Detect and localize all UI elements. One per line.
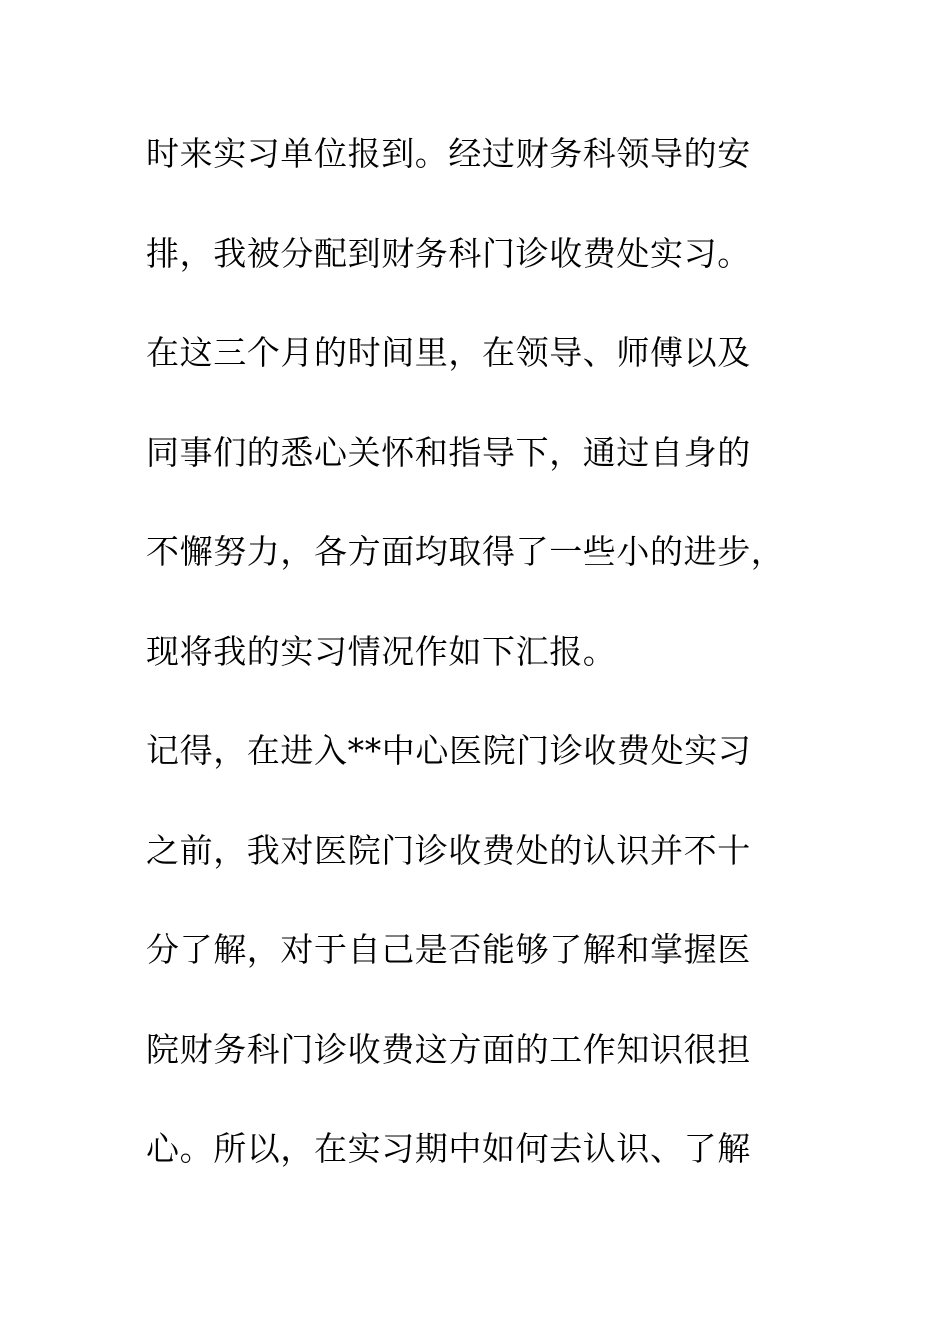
text-line-11: 心。所以，在实习期中如何去认识、了解 <box>146 1129 751 1168</box>
text-line-4: 同事们的悉心关怀和指导下，通过自身的 <box>146 432 751 472</box>
text-line-9: 分了解，对于自己是否能够了解和掌握医 <box>146 930 751 969</box>
body-text <box>146 129 826 1224</box>
text-line-10: 院财务科门诊收费这方面的工作知识很担 <box>146 1029 751 1069</box>
text-line-7: 记得，在进入**中心医院门诊收费处实习 <box>146 731 752 770</box>
text-line-1: 时来实习单位报到。经过财务科领导的安 <box>146 134 751 173</box>
text-line-3: 在这三个月的时间里，在领导、师傅以及 <box>146 333 751 372</box>
text-line-5: 不懈努力，各方面均取得了一些小的进步， <box>146 532 785 571</box>
text-line-8: 之前，我对医院门诊收费处的认识并不十 <box>146 830 751 870</box>
text-line-6: 现将我的实习情况作如下汇报。 <box>146 631 617 671</box>
text-line-2: 排，我被分配到财务科门诊收费处实习。 <box>146 233 751 273</box>
